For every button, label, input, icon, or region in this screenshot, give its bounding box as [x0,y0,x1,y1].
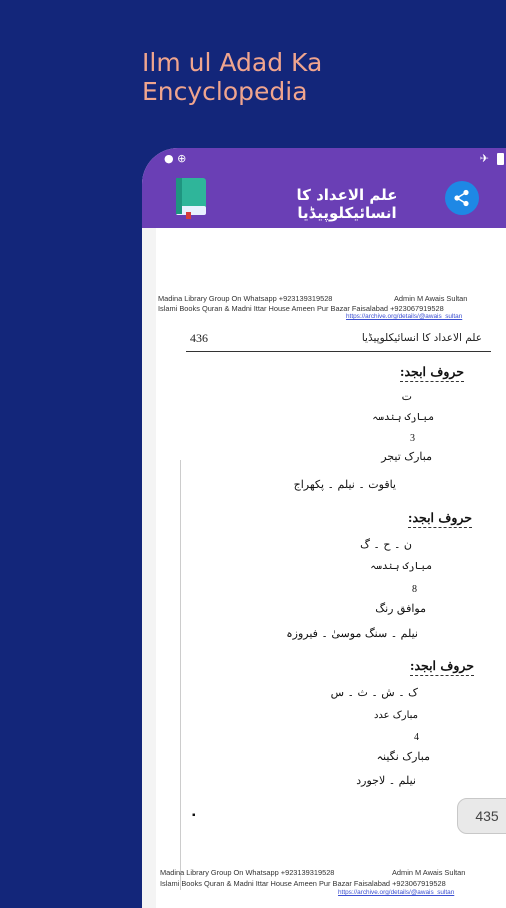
airplane-mode-icon: ✈ [479,152,489,165]
section-2-lucky-label: مبارک ہندسہ [370,561,432,572]
section-3-lucky-label: مبارک عدد [373,710,418,721]
promo-title-line2: Encyclopedia [142,77,308,106]
section-1-lucky-label: مبارک ہندسہ [372,412,434,423]
section-3-stones: نیلم ۔ لاجورد [356,774,416,787]
page-number: 436 [190,331,208,345]
section-3-number: 4 [414,732,419,743]
section-2-letters: ن ۔ ح ۔ گ [360,538,412,551]
section-2-day-label: موافق رنگ [375,602,426,615]
header-line-1-right: Admin M Awais Sultan [394,294,468,303]
status-right-icons [480,152,504,165]
section-1-number: 3 [410,433,415,444]
margin-rule [180,460,181,890]
document-margin [142,228,157,908]
section-3-heading: حروف ابجد: [410,658,474,676]
page-indicator: 435 [457,798,506,834]
document-viewer[interactable] [142,228,506,908]
stray-mark: ▪ [192,810,196,821]
app-title: علم الاعداد کا انسائیکلوپیڈیا [296,186,398,222]
section-2-stones: نیلم ۔ سنگ موسیٰ ۔ فیروزہ [286,627,418,640]
status-bar [142,148,506,172]
section-1-day-label: مبارک تیجر [381,450,432,463]
app-bar [142,172,506,228]
footer-line-1-left: Madina Library Group On Whatsapp +923139319528 [160,868,335,877]
promo-title-line1: Ilm ul Adad Ka [142,48,323,77]
share-button[interactable] [445,181,479,215]
section-1-stones: یاقوت ۔ نیلم ۔ پکھراج [293,478,396,491]
section-3-letters: ک ۔ ش ۔ ث ۔ س [330,686,418,699]
page-title-urdu: علم الاعداد کا انسائیکلوپیڈیا [361,332,482,344]
section-3-day-label: مبارک نگینہ [376,750,430,763]
battery-icon [497,153,504,165]
header-line-2: Islami Books Quran & Madni Ittar House Ameen Pur Bazar Faisalabad +923067919528 [158,304,444,313]
footer-line-1-right: Admin M Awais Sultan [392,868,466,877]
phone-frame [142,148,506,908]
header-line-1-left: Madina Library Group On Whatsapp +923139319528 [158,294,333,303]
book-icon[interactable] [174,176,210,220]
footer-link[interactable]: https://archive.org/details/@awais_sultan [338,889,455,896]
section-2-number: 8 [412,584,417,595]
document-page[interactable] [156,228,504,908]
section-1-letters: ت [401,390,412,403]
footer-line-2: Islami Books Quran & Madni Ittar House Ameen Pur Bazar Faisalabad +923067919528 [160,879,446,888]
promo-title [142,48,322,106]
share-icon [453,189,471,207]
section-2-heading: حروف ابجد: [408,510,472,528]
section-1-heading: حروف ابجد: [400,364,464,382]
status-left-icons: ● ⊕ [164,152,187,165]
header-link[interactable]: https://archive.org/details/@awais_sultan [346,313,463,320]
